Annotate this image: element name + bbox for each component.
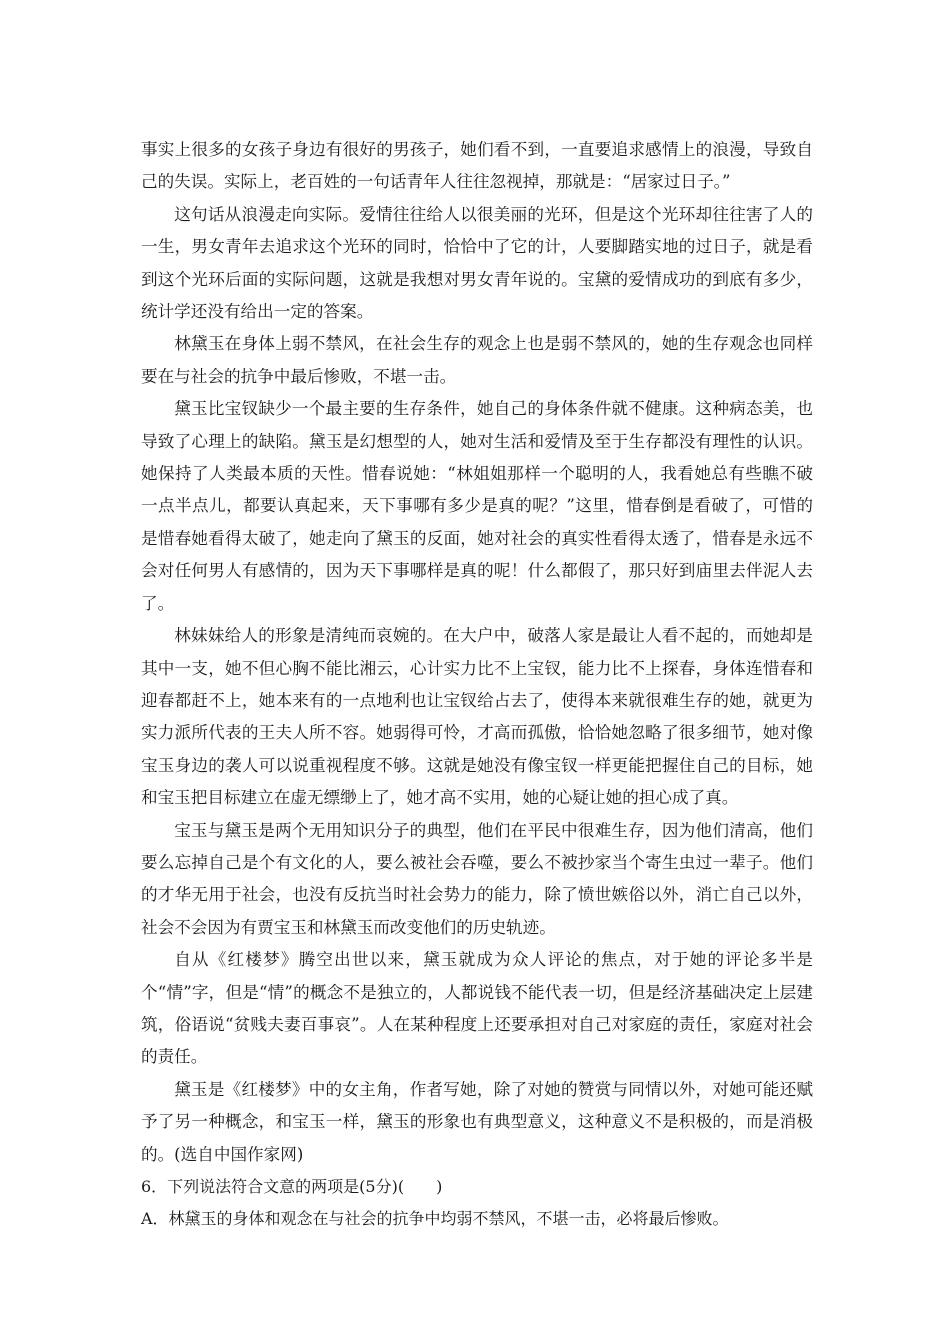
article-paragraph-7: 自从《红楼梦》腾空出世以来，黛玉就成为众人评论的焦点，对于她的评论多半是个“情”字，但是“情”的概念不是独立的，人都说钱不能代表一切，但是经济基础决定上层建筑，俗语说“贫贱夫妻百事哀”。人在某种程度上还要承担对自己对家庭的责任，家庭对社会的责任。 <box>141 950 813 1067</box>
article-paragraph-8: 黛玉是《红楼梦》中的女主角，作者写她，除了对她的赞赏与同情以外，对她可能还赋予了另一种概念，和宝玉一样，黛玉的形象也有典型意义，这种意义不是积极的，而是消极的。(选自中国作家网) <box>141 1079 813 1164</box>
document-page <box>141 134 813 1236</box>
article-paragraph-6: 宝玉与黛玉是两个无用知识分子的典型，他们在平民中很难生存，因为他们清高，他们要么忘掉自己是个有文化的人，要么被社会吞噬，要么不被抄家当个寄生虫过一辈子。他们的才华无用于社会，也没有反抗当时社会势力的能力，除了愤世嫉俗以外，消亡自己以外，社会不会因为有贾宝玉和林黛玉而改变他们的历史轨迹。 <box>141 820 813 937</box>
article-paragraph-1: 事实上很多的女孩子身边有很好的男孩子，她们看不到，一直要追求感情上的浪漫，导致自己的失误。实际上，老百姓的一句话青年人往往忽视掉，那就是：“居家过日子。” <box>141 140 813 192</box>
article-paragraph-5: 林妹妹给人的形象是清纯而哀婉的。在大户中，破落人家是最让人看不起的，而她却是其中一支，她不但心胸不能比湘云，心计实力比不上宝钗，能力比不上探春，身体连惜春和迎春都赶不上，她本来有的一点地利也让宝钗给占去了，使得本来就很难生存的她，就更为实力派所代表的王夫人所不容。她弱得可怜，才高而孤傲，恰恰她忽略了很多细节，她对像宝玉身边的袭人可以说重视程度不够。这就是她没有像宝钗一样更能把握住自己的目标，她和宝玉把目标建立在虚无缥缈上了，她才高不实用，她的心疑让她的担心成了真。 <box>141 626 813 808</box>
article-paragraph-2: 这句话从浪漫走向实际。爱情往往给人以很美丽的光环，但是这个光环却往往害了人的一生，男女青年去追求这个光环的同时，恰恰中了它的计，人要脚踏实地的过日子，就是看到这个光环后面的实际问题，这就是我想对男女青年说的。宝黛的爱情成功的到底有多少，统计学还没有给出一定的答案。 <box>141 204 813 322</box>
question-option-a: A．林黛玉的身体和观念在与社会的抗争中均弱不禁风，不堪一击，必将最后惨败。 <box>141 1209 729 1229</box>
article-paragraph-4: 黛玉比宝钗缺少一个最主要的生存条件，她自己的身体条件就不健康。这种病态美，也导致了心理上的缺陷。黛玉是幻想型的人，她对生活和爱情及至于生存都没有理性的认识。她保持了人类最本质的天性。惜春说她：“林姐姐那样一个聪明的人，我看她总有些瞧不破一点半点儿，都要认真起来，天下事哪有多少是真的呢？”这里，惜春倒是看破了，可惜的是惜春她看得太破了，她走向了黛玉的反面，她对社会的真实性看得太透了，惜春是永远不会对任何男人有感情的，因为天下事哪样是真的呢！什么都假了，那只好到庙里去伴泥人去了。 <box>141 399 813 613</box>
article-paragraph-3: 林黛玉在身体上弱不禁风，在社会生存的观念上也是弱不禁风的，她的生存观念也同样要在与社会的抗争中最后惨败，不堪一击。 <box>141 334 813 386</box>
question-stem: 6．下列说法符合文意的两项是(5分)( ) <box>141 1177 443 1196</box>
